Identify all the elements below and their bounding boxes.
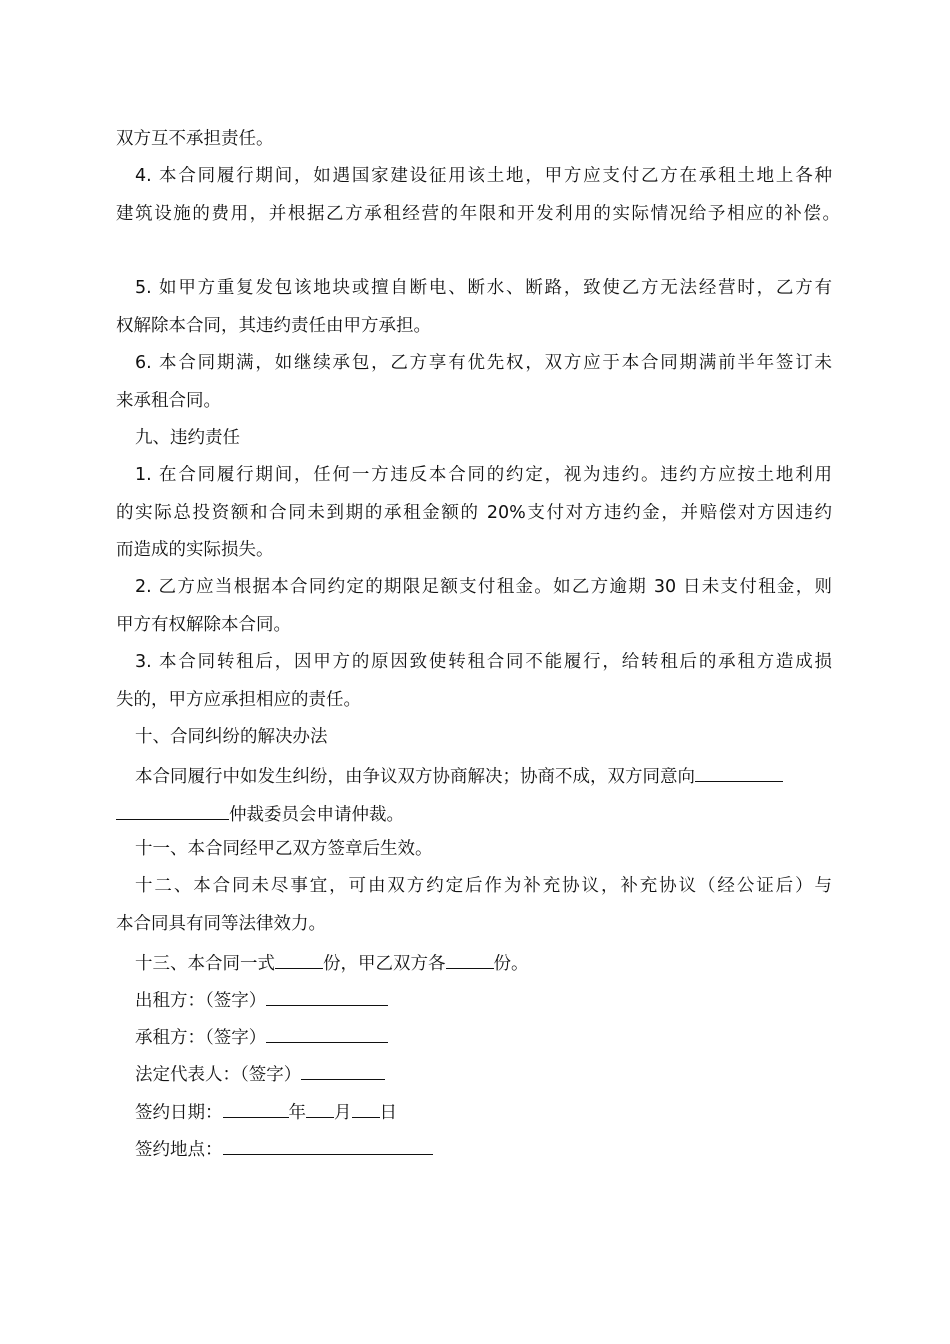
- section-12-line2: 本合同具有同等法律效力。: [116, 914, 326, 934]
- section-9-heading: 九、违约责任: [135, 428, 240, 448]
- clause-10-line2: [116, 801, 404, 826]
- clause-9-3-line1: 3. 本合同转租后，因甲方的原因致使转租合同不能履行，给转租后的承租方造成损: [135, 652, 832, 672]
- clause-9-2-line1: 2. 乙方应当根据本合同约定的期限足额支付租金。如乙方逾期 30 日未支付租金，则: [135, 577, 832, 597]
- lessor-label: 出租方：（签字）: [135, 991, 267, 1011]
- clause-8-5-line1: 5. 如甲方重复发包该地块或擅自断电、断水、断路，致使乙方无法经营时，乙方有: [135, 278, 832, 298]
- legal-rep-signature-blank[interactable]: [301, 1061, 385, 1080]
- clause-9-1-line1: 1. 在合同履行期间，任何一方违反本合同的约定，视为违约。违约方应按土地利用: [135, 465, 832, 485]
- lessor-signature-blank[interactable]: [266, 987, 388, 1006]
- signing-date-line: [135, 1099, 397, 1124]
- month-label: 月: [334, 1103, 352, 1123]
- lessee-signature-blank[interactable]: [266, 1024, 388, 1043]
- place-blank[interactable]: [223, 1136, 433, 1155]
- arbitration-blank-2[interactable]: [116, 801, 229, 820]
- date-label: 签约日期：: [135, 1103, 223, 1123]
- year-label: 年: [288, 1103, 306, 1123]
- copies-suffix: 份。: [493, 954, 529, 974]
- section-11: 十一、本合同经甲乙双方签章后生效。: [135, 839, 433, 859]
- legal-rep-label: 法定代表人：（签字）: [135, 1065, 302, 1085]
- lessee-signature-line: [135, 1024, 388, 1049]
- lessee-label: 承租方：（签字）: [135, 1028, 267, 1048]
- arbitration-blank-1[interactable]: [695, 763, 783, 782]
- day-label: 日: [379, 1103, 397, 1123]
- copies-prefix: 十三、本合同一式: [135, 954, 275, 974]
- copies-middle: 份，甲乙双方各: [323, 954, 446, 974]
- month-blank[interactable]: [306, 1099, 334, 1118]
- clause-8-4-line1: 4. 本合同履行期间，如遇国家建设征用该土地，甲方应支付乙方在承租土地上各种: [135, 166, 832, 186]
- clause-9-3-line2: 失的，甲方应承担相应的责任。: [116, 690, 361, 710]
- clause-9-1-line3: 而造成的实际损失。: [116, 540, 274, 560]
- year-blank[interactable]: [223, 1099, 289, 1118]
- day-blank[interactable]: [352, 1099, 380, 1118]
- section-13: [135, 950, 529, 975]
- legal-rep-signature-line: [135, 1061, 385, 1086]
- clause-9-1-line2: 的实际总投资额和合同未到期的承租金额的 20%支付对方违约金，并赔偿对方因违约: [116, 503, 832, 523]
- clause-8-6-line2: 来承租合同。: [116, 391, 221, 411]
- section-10-heading: 十、合同纠纷的解决办法: [135, 727, 328, 747]
- signing-place-line: [135, 1136, 433, 1161]
- copies-total-blank[interactable]: [275, 950, 323, 969]
- clause-10-text: 本合同履行中如发生纠纷，由争议双方协商解决；协商不成，双方同意向: [135, 767, 695, 787]
- clause-10-line1: [135, 763, 783, 788]
- clause-8-4-line2: 建筑设施的费用，并根据乙方承租经营的年限和开发利用的实际情况给予相应的补偿。: [116, 204, 840, 224]
- copies-each-blank[interactable]: [446, 950, 494, 969]
- clause-8-5-line2: 权解除本合同，其违约责任由甲方承担。: [116, 316, 431, 336]
- section-12-line1: 十二、本合同未尽事宜，可由双方约定后作为补充协议，补充协议（经公证后）与: [135, 876, 832, 896]
- clause-8-6-line1: 6. 本合同期满，如继续承包，乙方享有优先权，双方应于本合同期满前半年签订未: [135, 353, 832, 373]
- place-label: 签约地点：: [135, 1140, 223, 1160]
- paragraph-continuation: 双方互不承担责任。: [116, 129, 274, 149]
- clause-10-text-2: 仲裁委员会申请仲裁。: [229, 805, 404, 825]
- lessor-signature-line: [135, 987, 388, 1012]
- clause-9-2-line2: 甲方有权解除本合同。: [116, 615, 291, 635]
